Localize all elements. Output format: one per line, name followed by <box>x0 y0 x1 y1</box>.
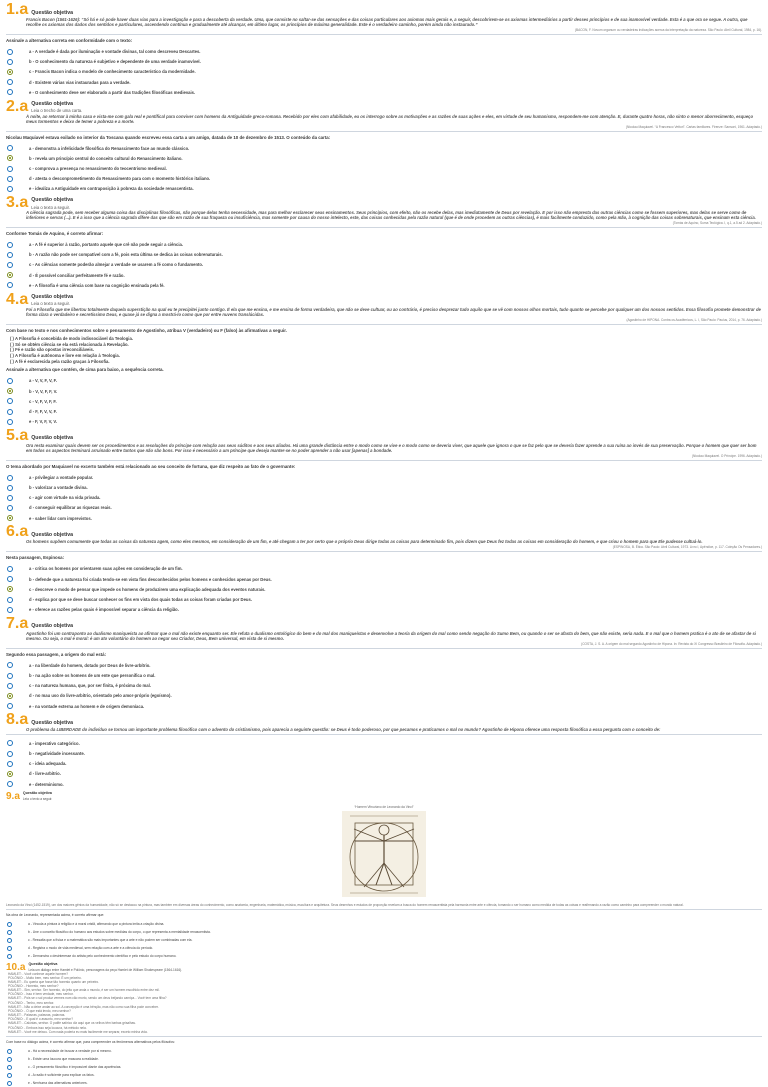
option-c[interactable] <box>6 584 762 594</box>
option-a[interactable] <box>6 738 762 748</box>
dialogue <box>6 972 762 1034</box>
radio-button[interactable] <box>7 262 13 268</box>
question-header <box>6 290 762 308</box>
option-label: e - na vontade externa ao homem e de origem demoníaca. <box>29 703 145 709</box>
radio-button[interactable] <box>7 576 13 582</box>
option-label: d - explica por que se deve buscar conhecer os fins em vista dos quais todas as coisas foram criadas por Deus. <box>29 596 252 602</box>
citation: (Nicolau Maquiavel. O Príncipe. 1996. Adaptado.) <box>692 453 762 458</box>
option-label: a - Vincula a pintura à religião e à moral cristã, afirmando que a pintura imita a criação divina. <box>28 921 165 926</box>
dialogue-line: POLÔNIO: - E qual é o assunto, meu senhor? <box>8 1017 74 1022</box>
option-d[interactable] <box>6 174 762 184</box>
option-d[interactable] <box>6 406 762 416</box>
question-stem: Nicolau Maquiavel estava exilado no interior da Toscana quando escreveu essa carta a um amigo, datada de 10 de dezembro de 1513. O conteúdo da carta: <box>6 134 331 140</box>
option-label: e - Demonstra o desinteresse do artista pelo conhecimento científico e pelo estudo do corpo humano. <box>28 953 177 958</box>
option-a[interactable] <box>6 143 762 153</box>
option-label: a - demonstra a infelicidade filosófica do Renascimento face ao mundo clássico. <box>29 145 190 151</box>
question-lead: Leia o texto a seguir. <box>31 301 70 307</box>
radio-button[interactable] <box>7 740 13 746</box>
statement: ( ) A Filosofia é autônoma e livre em relação à Teologia. <box>10 353 120 359</box>
option-label: d - A razão é suficiente para explicar os fatos. <box>28 1073 95 1078</box>
option-e[interactable] <box>6 417 762 427</box>
question-text: Agostinho foi um contraponto ao dualismo maniqueísta ao afirmar que o mal não existe enquanto ser. Ele refuta o dualismo ontológico do bem e do mal dos maniqueístas e desenvolve a teoria da origem do mal como sendo negação do Sumo Bem, ou quando o ser se afasta do bem, que não existe, seria nada. E o mal que o homem pratica é o ato de se afastar de si mesmo. Ou seja, o mal é moral: é um ato voluntário do homem ao negar seu Criador, Deus, Bem universal, em vista de si mesmo. <box>26 630 756 641</box>
question-title: Questão objetiva <box>31 197 74 204</box>
divider <box>6 909 762 910</box>
options-list <box>6 376 762 427</box>
radio-button[interactable] <box>7 282 13 288</box>
options-list <box>6 240 762 291</box>
option-label: b - O conhecimento da natureza é subjetivo e dependente de uma verdade inamovível. <box>29 59 201 65</box>
option-label: b - A razão não pode ser compatível com a fé, pois esta última se dedica às coisas sobrenaturais. <box>29 252 223 258</box>
option-b[interactable] <box>6 153 762 163</box>
question-number: 5.a <box>6 426 29 444</box>
divider <box>6 551 762 552</box>
radio-button[interactable] <box>7 388 13 394</box>
option-label: c - Francis Bacon indica o modelo de conhecimento característico da modernidade. <box>29 69 196 75</box>
radio-button[interactable] <box>7 89 13 95</box>
vitruvian-man-image <box>342 811 426 897</box>
option-c[interactable] <box>6 163 762 173</box>
question-text: À noite, ao retornar à minha casa e vista-me com gala real e pontifical para conviver com homens da Antiguidade greco-romana. Recebido por eles com afabilidade, eu os interrogo sobre as motivações e as razões de suas ações e eles, em virtude de seu humanismo, respondem-me com atenção. E, durante quatro horas, não sinto o menor aborrecimento, esqueço meus tormentos e deixo de temer a pobreza e a morte. <box>26 113 754 124</box>
dialogue-line: HAMLET: - Calúnias, senhor. O patife satírico diz aqui que os velhos têm barbas grisalhas. <box>8 1021 136 1026</box>
option-label: a - na liberdade do homem, dotado por Deus de livre-arbítrio. <box>29 662 151 668</box>
question-header <box>6 962 762 971</box>
question-number: 6.a <box>6 523 29 541</box>
radio-button[interactable] <box>7 673 13 679</box>
option-label: e - F, V, F, V, V. <box>29 419 57 425</box>
option-label: a - A fé é superior à razão, portanto aquele que crê não pode seguir a ciência. <box>29 242 183 248</box>
option-d[interactable] <box>6 503 762 513</box>
radio-button[interactable] <box>7 186 13 192</box>
radio-button[interactable] <box>7 79 13 85</box>
option-c[interactable] <box>6 396 762 406</box>
question-text: Francis Bacon (1561-1626): “Só há e só pode haver duas vias para a investigação e para a descoberta da verdade. Uma, que consiste no saltar-se das sensações e das coisas particulares aos axiomas mais gerais e, a seguir, descobrirem-se os axiomas intermediários a partir desses princípios e de sua inamovível verdade. Esta é a que ora se segue. A outra, que recolhe os axiomas dos dados dos sentidos e particulares, ascendendo contínua e gradualmente até alcançar, em último lugar, os princípios de máxima generalidade. Este é o verdadeiro caminho, porém ainda não instaurado.” <box>26 17 748 28</box>
question-stem: Conforme Tomás de Aquino, é correto afirmar: <box>6 231 104 237</box>
question-2 <box>6 97 762 195</box>
option-label: d - no mau uso do livre-arbítrio, orientado pelo amor-próprio (egoísmo). <box>29 693 172 699</box>
radio-button[interactable] <box>7 378 13 384</box>
radio-button[interactable] <box>7 515 13 521</box>
question-header <box>6 614 762 632</box>
option-b[interactable] <box>6 749 762 759</box>
option-label: c - agir com virtude na vida privada. <box>29 495 101 501</box>
question-lead: Leia o texto a seguir. <box>22 796 53 801</box>
option-b[interactable] <box>6 928 762 936</box>
option-label: d - livre-arbítrio. <box>29 771 61 777</box>
question-text: A ciência sagrada pode, sem receber alguma coisa das disciplinas filosóficas, não porque delas tenha necessidade, mas para melhor esclarecer seus ensinamentos. Seus princípios, com efeito, não os recebe delas, mas imediatamente de Deus por revelação. E por isso não empresta das outras ciências como se fossem superiores, mas delas se serve como de inferiores e servas (...). E é a isso que a ciência sagrada difere das que são em razão de sua fraqueza ou insuficiência, mas somente por causa do nosso intelecto, este, das coisas conhecidas pela razão natural (que é de onde procedem as outras ciências), é mais facilmente conduzido, como pela mão, à cognição das coisas sobrenaturais, que ensinam esta ciência. <box>26 210 756 221</box>
option-a[interactable] <box>6 564 762 574</box>
question-10 <box>6 962 762 1087</box>
option-e[interactable] <box>6 701 762 711</box>
option-c[interactable] <box>6 681 762 691</box>
dialogue-line: POLÔNIO: - Embora isso seja loucura, há método nela. <box>8 1025 87 1030</box>
question-number: 2.a <box>6 97 29 115</box>
question-stem: Com base no diálogo acima, é correto afirmar que, para compreender os fenômenos alternativos pelos filósofos: <box>6 1039 175 1044</box>
radio-button[interactable] <box>7 1073 12 1078</box>
radio-button[interactable] <box>7 954 12 959</box>
question-header <box>6 97 762 115</box>
option-d[interactable] <box>6 1071 762 1079</box>
question-number: 3.a <box>6 194 29 211</box>
radio-button[interactable] <box>7 1065 12 1070</box>
radio-button[interactable] <box>7 409 13 415</box>
question-header <box>6 713 762 727</box>
question-stem: Segundo essa passagem, a origem do mal está: <box>6 651 107 657</box>
option-a[interactable] <box>6 1047 762 1055</box>
radio-button[interactable] <box>7 1049 12 1054</box>
option-a[interactable] <box>6 47 762 57</box>
radio-button[interactable] <box>7 419 13 425</box>
radio-button[interactable] <box>7 59 13 65</box>
option-a[interactable] <box>6 472 762 482</box>
radio-button[interactable] <box>7 586 13 592</box>
radio-button[interactable] <box>7 475 13 481</box>
statement: ( ) A Filosofia é concebida de modo indissociável da Teologia. <box>10 336 133 342</box>
option-label: b - valorizar a vontade divina. <box>29 485 88 491</box>
option-label: d - Existem várias vias instauradas para a verdade. <box>29 79 131 85</box>
question-header <box>6 196 762 210</box>
radio-button[interactable] <box>7 703 13 709</box>
question-stem: Nesta passagem, Espinosa: <box>6 555 65 561</box>
radio-button[interactable] <box>7 607 13 613</box>
dialogue-line: POLÔNIO: - Tenho, meu senhor. <box>8 1000 55 1005</box>
option-c[interactable] <box>6 1063 762 1071</box>
question-lead: Leia o texto a seguir. <box>31 204 70 210</box>
statement: ( ) Fé e razão são opostas irreconciliáveis. <box>10 347 95 353</box>
question-number: 4.a <box>6 290 29 308</box>
question-6 <box>6 525 762 614</box>
options-list <box>6 660 762 711</box>
option-label: b - Une o conceito filosófico do humano aos estudos sobre medidas do corpo, o que representa a mentalidade renascentista. <box>28 929 211 934</box>
option-label: e - determinismo. <box>29 781 64 787</box>
question-4 <box>6 290 762 427</box>
question-number: 10.a <box>6 961 26 973</box>
option-label: c - As ciências somente poderão almejar a verdade se usarem a fé como o fundamento. <box>29 262 204 268</box>
option-e[interactable] <box>6 1079 762 1087</box>
option-d[interactable] <box>6 944 762 952</box>
question-8 <box>6 713 762 789</box>
radio-button[interactable] <box>7 495 13 501</box>
option-c[interactable] <box>6 260 762 270</box>
radio-button[interactable] <box>7 49 13 55</box>
option-b[interactable] <box>6 57 762 67</box>
divider <box>6 131 762 132</box>
option-label: e - idealiza a Antiguidade em contraposição à pobreza da sociedade renascentista. <box>29 186 194 192</box>
divider <box>6 34 762 35</box>
question-text: Foi a Filosofia que me libertou totalmente daquela superstição na qual eu te precipitei junto contigo. É ela que me ensina, e me ensina de forma verdadeira, que não se deve cultuar, ou ao contrário, é preciso desprezar tudo aquilo que se vê com nossos olhos mortais, tudo quanto se percebe por qualquer um dos nossos sentidos. Essa filosofia promete demonstrar de forma clara o verdadeiro e secretíssimo Deus, e quase já se digna a mostrá-lo como que por entre nuvens translúcidas. <box>26 306 761 317</box>
question-title: Questão objetiva <box>31 100 74 107</box>
radio-button[interactable] <box>7 946 12 951</box>
dialogue-line: HAMLET: - Pois se o sol produz vermes num cão morto, sendo um deus beijando carniça... Você tem uma filha? <box>8 996 167 1001</box>
question-title: Questão objetiva <box>31 623 74 630</box>
options-list <box>6 143 762 194</box>
divider <box>6 324 762 325</box>
question-text: O problema da LIBERDADE do indivíduo se tornou um importante problema filosófico com o advento do cristianismo, pois aparecia a seguinte questão: se Deus é todo poderoso, por que pecamos e praticamos o mal no mundo? Agostinho de Hipona oferece uma resposta filosófica a essa pergunta com o conceito de: <box>26 727 661 733</box>
question-header <box>6 791 762 800</box>
question-stem-2: Assinale a alternativa que contém, de cima para baixo, a sequência correta. <box>6 367 164 373</box>
option-b[interactable] <box>6 1055 762 1063</box>
radio-button[interactable] <box>7 597 13 603</box>
option-label: d - Registra o modo de vida medieval, sem relação com a arte e a ciência do período. <box>28 945 154 950</box>
radio-button[interactable] <box>7 662 13 668</box>
question-9 <box>6 791 762 960</box>
radio-button[interactable] <box>7 930 12 935</box>
question-title: Questão objetiva <box>31 9 74 16</box>
option-e[interactable] <box>6 280 762 290</box>
dialogue-line: POLÔNIO: - Honesto, meu senhor? <box>8 983 59 988</box>
option-b[interactable] <box>6 483 762 493</box>
question-header <box>6 525 762 539</box>
question-number: 9.a <box>6 790 20 802</box>
option-label: b - defende que a natureza foi criada tendo-se em vista fins desconhecidos pelos homens e conhecidos apenas por Deus. <box>29 576 272 582</box>
radio-button[interactable] <box>7 505 13 511</box>
option-label: b - na ação sobre os homens de um ente que personifica o mal. <box>29 673 156 679</box>
dialogue-line: POLÔNIO: - O que está lendo, meu senhor? <box>8 1008 71 1013</box>
option-e[interactable] <box>6 513 762 523</box>
question-stem: Assinale a alternativa correta em conformidade com o texto: <box>6 38 133 44</box>
option-label: e - A filosofia é uma ciência com base na cognição ensinada pela fé. <box>29 282 165 288</box>
option-e[interactable] <box>6 87 762 97</box>
option-label: b - revela um princípio central do conceito cultural do Renascimento italiano. <box>29 155 183 161</box>
question-text: Ora resta examinar quais devem ser os procedimentos e as resoluções do príncipe com relação aos seus súditos e aos seus aliados. Há uma grande distância entre o modo como se vive e o modo como se deveria viver, que aquele que ignora o que se faz pelo que se deveria fazer aprende a sua ruína ao invés de sua preservação. Porque o homem que quer ser bom em todos os aspectos terminará arruinado entre tantos que não são bons. Por isso é necessário a um príncipe que deseja manter-se no poder aprender a não usar [apenas] a bondade. <box>26 442 757 453</box>
option-d[interactable] <box>6 594 762 604</box>
options-list <box>6 47 762 98</box>
option-label: a - imperativo categórico. <box>29 740 80 746</box>
option-label: e - Nenhuma das alternativas anteriores. <box>28 1081 88 1086</box>
radio-button[interactable] <box>7 938 12 943</box>
radio-button[interactable] <box>7 683 13 689</box>
dialogue-line: POLÔNIO: - Isso é bem verdade, meu senhor. <box>8 992 74 997</box>
option-label: e - O conhecimento deve ser elaborado a partir das tradições filosóficas medievais. <box>29 89 196 95</box>
dialogue-line: HAMLET: - Palavras, palavras, palavras. <box>8 1013 66 1018</box>
radio-button[interactable] <box>7 771 13 777</box>
radio-button[interactable] <box>7 272 13 278</box>
statements-list <box>6 336 762 364</box>
radio-button[interactable] <box>7 1057 12 1062</box>
divider <box>6 227 762 228</box>
question-header <box>6 3 762 17</box>
question-stem: Na obra de Leonardo, representada acima, é correto afirmar que: <box>6 912 105 917</box>
options-list <box>6 564 762 615</box>
question-7 <box>6 614 762 712</box>
radio-button[interactable] <box>7 761 13 767</box>
radio-button[interactable] <box>7 485 13 491</box>
divider <box>6 648 762 649</box>
option-e[interactable] <box>6 952 762 960</box>
question-title: Questão objetiva <box>31 531 74 538</box>
dialogue-line: POLÔNIO: - Muito bem, meu senhor. É um peixeiro. <box>8 975 82 980</box>
option-label: a - privilegiar a vontade popular. <box>29 474 94 480</box>
option-label: d - É possível conciliar perfeitamente fé e razão. <box>29 272 125 278</box>
question-title: Questão objetiva <box>28 962 58 967</box>
radio-button[interactable] <box>7 398 13 404</box>
option-c[interactable] <box>6 67 762 77</box>
question-number: 7.a <box>6 614 29 632</box>
dialogue-line: HAMLET: - Você me deixou. Com nada poderia eu mais facilmente me separar, exceto minha vida. <box>8 1029 148 1034</box>
option-e[interactable] <box>6 605 762 615</box>
question-3 <box>6 196 762 291</box>
radio-button[interactable] <box>7 155 13 161</box>
option-label: c - V, F, V, F, F. <box>29 398 57 404</box>
option-a[interactable] <box>6 240 762 250</box>
option-d[interactable] <box>6 77 762 87</box>
radio-button[interactable] <box>7 69 13 75</box>
radio-button[interactable] <box>7 781 13 787</box>
dialogue-line: HAMLET: - Sim, senhor. Ser honesto, do jeito que anda o mundo, é ser um homem escolhido entre dez mil. <box>8 988 160 993</box>
citation: (BACON, F. Novum organum ou verdadeiras indicações acerca da interpretação da natureza. São Paulo: Abril Cultural, 1984, p. 16). <box>574 28 762 33</box>
citation: (ESPINOSA, B. Ética. São Paulo: Abril Cultural, 1973. Livro I, Apêndice, p. 117. Coleção Os Pensadores.) <box>612 545 762 550</box>
question-title: Questão objetiva <box>31 719 74 726</box>
option-d[interactable] <box>6 769 762 779</box>
radio-button[interactable] <box>7 1081 12 1086</box>
option-d[interactable] <box>6 270 762 280</box>
question-number: 1.a <box>6 1 29 18</box>
option-label: e - saber lidar com imprevistos. <box>29 515 92 521</box>
question-lead: Leia um diálogo entre Hamlet e Polônio, personagens da peça Hamlet de William Shakespeare (1564-1616). <box>28 967 183 972</box>
radio-button[interactable] <box>7 176 13 182</box>
radio-button[interactable] <box>7 693 13 699</box>
question-title: Questão objetiva <box>22 791 52 796</box>
citation: (Agostinho de HIPONA. Contra os Acadêmicos, L. I, São Paulo: Paulus, 2014, p. 76. Adaptado.) <box>626 317 762 322</box>
radio-button[interactable] <box>7 166 13 172</box>
divider <box>6 734 762 735</box>
radio-button[interactable] <box>7 566 13 572</box>
option-c[interactable] <box>6 759 762 769</box>
options-list <box>6 472 762 523</box>
question-stem: Com base no texto e nos conhecimentos sobre o pensamento de Agostinho, atribua V (verdadeiro) ou F (falso) às afirmativas a seguir. <box>6 327 287 333</box>
options-list <box>6 738 762 789</box>
options-list <box>6 920 762 960</box>
question-lead: Leia o trecho de uma carta. <box>31 108 83 114</box>
option-label: c - descreve o modo de pensar que impede os homens de produzirem uma explicação adequada dos eventos naturais. <box>29 586 266 592</box>
question-stem: O tema abordado por Maquiavel no excerto também está relacionado ao seu conceito de fortuna, que diz respeito ao fato de o governante: <box>6 463 296 469</box>
dialogue-line: HAMLET: - Não a deixe andar ao sol. A concepção é uma bênção, mas não como sua filha pode conceber. <box>8 1004 159 1009</box>
option-e[interactable] <box>6 779 762 789</box>
citation: (Nicolau Maquiavel. “A Francesco Vettori”. Cartas familiares. Firenze: Sansoni, 1961. Adaptado.) <box>625 124 762 129</box>
option-b[interactable] <box>6 671 762 681</box>
question-title: Questão objetiva <box>31 435 74 442</box>
option-label: c - Ressalta que a física e a matemática são mais importantes que a arte e não podem ser combinadas com ela. <box>28 937 193 942</box>
option-label: b - negatividade incessante. <box>29 751 85 757</box>
question-number: 8.a <box>6 711 29 729</box>
option-label: c - comprova a presença no renascimento do teocentrismo medieval. <box>29 165 167 171</box>
radio-button[interactable] <box>7 145 13 151</box>
figure-caption: “Homem Vitruviano de Leonardo da Vinci” <box>354 804 414 809</box>
option-label: c - ideia adequada. <box>29 761 67 767</box>
option-b[interactable] <box>6 574 762 584</box>
option-d[interactable] <box>6 691 762 701</box>
option-label: e - oferece as razões pelas quais é impossível separar a ciência da religião. <box>29 607 179 613</box>
statement: ( ) A fé é esclarecida pela razão graças à Filosofia. <box>10 358 110 364</box>
citation: (Tomás de Aquino, Suma Teológica. I, q.1, a.5 ad 2. Adaptado.) <box>672 221 762 226</box>
options-list <box>6 1047 762 1087</box>
option-label: a - critica os homens por orientarem suas ações em consideração de um fim. <box>29 566 183 572</box>
option-b[interactable] <box>6 250 762 260</box>
option-label: a - V, V, F, V, F. <box>29 378 57 384</box>
divider <box>6 460 762 461</box>
radio-button[interactable] <box>7 922 12 927</box>
option-e[interactable] <box>6 184 762 194</box>
radio-button[interactable] <box>7 252 13 258</box>
dialogue-line: HAMLET: - Você conhece aquele homem? <box>8 971 69 976</box>
passage: Leonardo da Vinci (1452-1519), um dos maiores gênios da humanidade, não só se destacou na pintura, mas também em diversas áreas do conhecimento, como anatomia, engenharia, matemática, música, escultura e arquitetura. Seus desenhos e estudos de proporção revelam a busca do homem renascentista pela harmonia entre arte e ciência, tomando o ser humano como medida de todas as coisas e reafirmando a razão como caminho para compreender o mundo natural. <box>6 902 684 907</box>
question-text: Os homens supõem comumente que todas as coisas da natureza agem, como eles mesmos, em consideração de um fim, e até chegam a ter por certo que o próprio Deus dirige todas as coisas para determinado fim, pois dizem que Deus fez todas as coisas em consideração do homem, e que criou o homem para que Ele pudesse cultuá-lo. <box>26 539 703 545</box>
option-label: c - O pensamento filosófico é impossível diante das aparências. <box>28 1065 122 1070</box>
question-1 <box>6 3 762 98</box>
option-label: a - Há a necessidade de buscar a verdade por si mesmo. <box>28 1049 112 1054</box>
option-a[interactable] <box>6 660 762 670</box>
radio-button[interactable] <box>7 751 13 757</box>
option-label: b - Existe uma loucura que mascara a realidade. <box>28 1057 99 1062</box>
statement: ( ) Só se obtém ciência se ela está relacionada à Revelação. <box>10 341 129 347</box>
option-c[interactable] <box>6 936 762 944</box>
option-c[interactable] <box>6 493 762 503</box>
question-header <box>6 426 762 444</box>
option-a[interactable] <box>6 376 762 386</box>
option-label: b - V, V, F, F, V. <box>29 388 58 394</box>
radio-button[interactable] <box>7 242 13 248</box>
dialogue-line: HAMLET: - Eu queria que fosse tão honesto quanto um peixeiro. <box>8 979 100 984</box>
divider <box>6 1036 762 1037</box>
vitruvian-figure <box>6 805 762 897</box>
option-label: c - na natureza humana, que, por ser finita, é próxima do mal. <box>29 683 151 689</box>
question-title: Questão objetiva <box>31 293 74 300</box>
option-b[interactable] <box>6 386 762 396</box>
option-label: d - F, F, V, V, F. <box>29 408 57 414</box>
option-label: d - atesta o desconprometimento do Renascimento para com o momento histórico italiano. <box>29 176 211 182</box>
question-5 <box>6 426 762 524</box>
option-label: d - conseguir equilibrar as riquezas reais. <box>29 505 112 511</box>
citation: (COSTA, J. S. A. A origem do mal segundo Agostinho de Hipona. In: Revista do XI Congresso Brasileiro de Filosofia. Adaptado.) <box>581 641 762 646</box>
option-a[interactable] <box>6 920 762 928</box>
option-label: a - A verdade é dada por iluminação e vontade divinas, tal como descreveu Descartes. <box>29 49 201 55</box>
